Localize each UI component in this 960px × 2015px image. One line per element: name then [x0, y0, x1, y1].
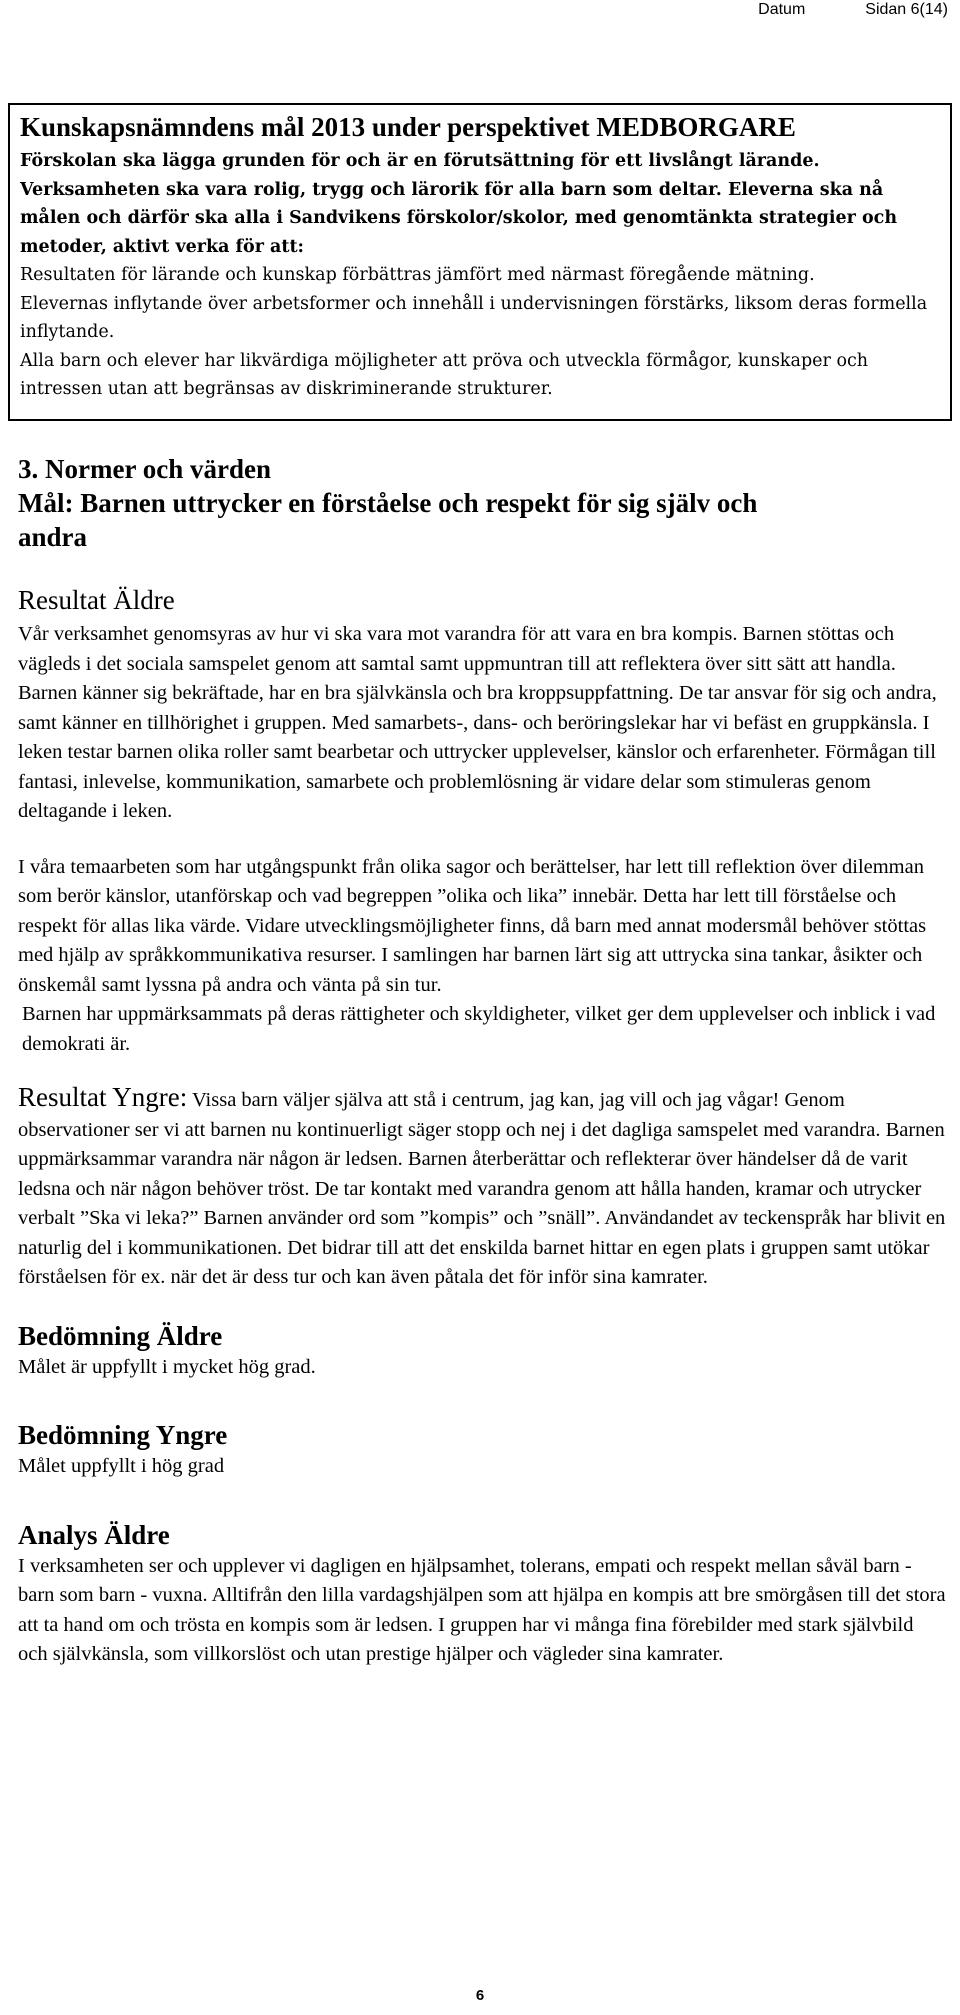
goal-box-item: Elevernas inflytande över arbetsformer och innehåll i undervisningen förstärks, liksom deras formella inflytande. [20, 293, 928, 342]
goal-box-title: Kunskapsnämndens mål 2013 under perspektivet MEDBORGARE [20, 112, 796, 142]
heading-bedomning-aldre: Bedömning Äldre [18, 1320, 223, 1351]
heading-resultat-yngre: Resultat Yngre [18, 1082, 180, 1112]
analys-aldre-text: I verksamheten ser och upplever vi dagligen en hjälpsamhet, tolerans, empati och respekt mellan såväl barn - barn som barn - vuxna. Alltifrån den lilla vardagshjälpen som att hjälpa en kompis att bre smörgåsen till det stora att ta hand om och trösta en kompis som är ledsen. I gruppen har vi många fina förebilder med stark självbild och självkänsla, som villkorslöst och utan prestige hjälper och vägleder sina kamrater. [18, 1554, 946, 1665]
bedomning-yngre-text: Målet uppfyllt i hög grad [18, 1455, 225, 1477]
section-goal: Mål: Barnen uttrycker en förståelse och respekt för sig själv och andra [18, 488, 758, 552]
heading-resultat-aldre: Resultat Äldre [18, 585, 175, 615]
bedomning-aldre-text: Målet är uppfyllt i mycket hög grad. [18, 1355, 316, 1378]
resultat-aldre-paragraph: I våra temaarbeten som har utgångspunkt från olika sagor och berättelser, har lett till reflektion över dilemman som berör känslor, utanförskap och vad begreppen ”olika och lika” innebär. Detta har lett till förståelse och respekt för allas lika värde. Vidare utvecklingsmöjligheter finns, då barn med annat modersmål behöver stöttas med hjälp av språkkommunikativa resurser. I samlingen har barnen lärt sig att uttrycka sina tankar, åsikter och önskemål samt lyssna på andra och vänta på sin tur. [18, 855, 927, 996]
page-header [758, 0, 960, 20]
page-indicator: Sidan 6(14) [865, 1, 948, 18]
page-number: 6 [475, 1987, 485, 2004]
resultat-aldre-paragraph: Vår verksamhet genomsyras av hur vi ska vara mot varandra för att vara en bra kompis. Barnen stöttas och vägleds i det sociala samspelet genom att samtal samt uppmuntran till att reflektera över sitt sätt att handla. Barnen känner sig bekräftade, har en bra självkänsla och bra kroppsuppfattning. De tar ansvar för sig och andra, samt känner en tillhörighet i gruppen. Med samarbets-, dans- och beröringslekar har vi befäst en gruppkänsla. I leken testar barnen olika roller samt bearbetar och uttrycker upplevelser, känslor och erfarenheter. Förmågan till fantasi, inlevelse, kommunikation, samarbete och problemlösning är vidare delar som stimuleras genom deltagande i leken. [18, 623, 937, 822]
goal-box-item: Resultaten för lärande och kunskap förbättras jämfört med närmast föregående mätning. [20, 265, 815, 285]
goal-box [8, 103, 952, 421]
heading-analys-aldre: Analys Äldre [18, 1519, 170, 1550]
heading-bedomning-yngre: Bedömning Yngre [18, 1420, 228, 1450]
resultat-yngre-paragraph [18, 1083, 946, 1293]
goal-box-item: Alla barn och elever har likvärdiga möjligheter att pröva och utveckla förmågor, kunskaper och intressen utan att begränsas av diskriminerande strukturer. [20, 350, 869, 399]
main-content [18, 452, 946, 1670]
date-label: Datum [758, 1, 806, 18]
section-title: 3. Normer och värden [18, 454, 271, 484]
resultat-yngre-text: Vissa barn väljer själva att stå i centrum, jag kan, jag vill och jag vågar! Genom observationer ser vi att barnen nu kontinuerligt säger stopp och nej i det dagliga samspelet med varandra. Barnen uppmärksammar varandra när någon är ledsen. Barnen återberättar och reflekterar över händelser då de varit ledsna och när någon behöver tröst. De tar kontakt med varandra genom att hålla handen, kramar och utrycker verbalt ”Ska vi leka?” Barnen använder ord som ”kompis” och ”snäll”. Användandet av teckenspråk har blivit en naturlig del i kommunikationen. Det bidrar till att det enskilda barnet hittar en egen plats i gruppen samt utökar förståelsen för ex. när det är dess tur och kan även påtala det för inför sina kamrater. [18, 1089, 946, 1288]
heading-separator: : [179, 1082, 188, 1112]
resultat-aldre-paragraph: Barnen har uppmärksammats på deras rättigheter och skyldigheter, vilket ger dem upplevelser och inblick i vad demokrati är. [22, 1003, 936, 1055]
goal-box-intro: Förskolan ska lägga grunden för och är en förutsättning för ett livslångt lärande. Verksamheten ska vara rolig, trygg och lärorik för alla barn som deltar. Eleverna ska nå målen och därför ska alla i Sandvikens förskolor/skolor, med genomtänkta strategier och metoder, aktivt verka för att: [20, 151, 898, 257]
